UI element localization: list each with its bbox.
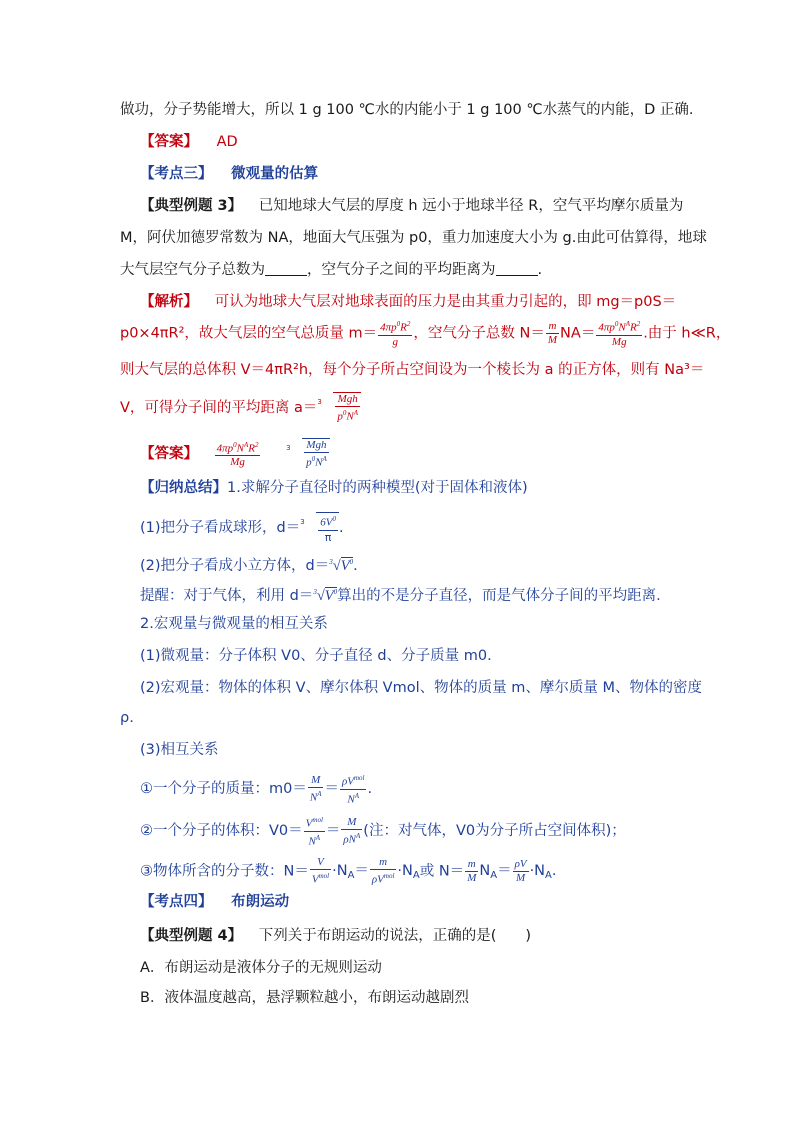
macro-text-a: (2)宏观量：物体的体积 V、摩尔体积 Vmol、物体的质量 m、摩尔质量 M、物体的密度 — [140, 680, 702, 696]
analysis3-line1 — [140, 292, 676, 312]
m-over-rho-na: $\frac{M}{\rho N^A}$ — [343, 815, 361, 846]
summary-rel2: ②一个分子的体积：V0＝ $\frac{V^{mol}}{N^A}$ ＝ $\frac{M}{\rho N^A}$ (注：对气体，V0为分子所占空间体积)； — [140, 815, 626, 848]
option-b — [140, 988, 469, 1008]
answer-1 — [140, 132, 238, 152]
rel3-or: 或 N＝ — [419, 863, 465, 880]
example3-line1 — [140, 196, 683, 216]
analysis-text-4: V，可得分子间的平均距离 a＝ — [120, 399, 318, 416]
intro-line — [120, 100, 694, 120]
analysis3-line3 — [120, 360, 704, 380]
analysis-text-2c: NA＝ — [560, 325, 596, 342]
molecule-count-fraction: $\frac{4\pi p^0N^AR^2}{Mg}$ — [598, 320, 641, 348]
answer-value: AD — [216, 134, 238, 150]
answer-label: 【答案】 — [140, 134, 198, 150]
kp4-label: 【考点四】 — [140, 894, 213, 910]
kp3-title: 微观量的估算 — [231, 166, 319, 182]
summary-macro-cont — [120, 708, 134, 728]
example3-text-1: 已知地球大气层的厚度 h 远小于地球半径 R，空气平均摩尔质量为 — [258, 198, 684, 214]
answer-blank-1 — [265, 261, 307, 276]
analysis-text-3: 则大气层的总体积 V＝4πR²h，每个分子所占空间设为一个棱长为 a 的正方体，则有 Na³＝ — [120, 362, 705, 378]
analysis-text-1: 可认为地球大气层对地球表面的压力是由其重力引起的，即 mg＝p0S＝ — [214, 294, 677, 310]
answer3-label: 【答案】 — [140, 445, 198, 462]
summary-sphere: (1)把分子看成球形，d＝ 3 $\frac{6V^0}{\pi}$ . — [140, 512, 344, 544]
analysis-label: 【解析】 — [140, 294, 198, 310]
summary-cube: (2)把分子看成小立方体，$d=^3√V^0$. — [140, 557, 358, 574]
rel1-text: ①一个分子的质量：m0＝ — [140, 781, 307, 798]
example3-text-3a: 大气层空气分子总数为 — [120, 262, 265, 278]
analysis3-line2 — [120, 318, 730, 349]
tip-text-a: 提醒：对于气体，利用 d＝ — [140, 587, 314, 604]
analysis-text-2d: .由于 h≪R， — [643, 325, 731, 342]
m-over-rho-vmol: $\frac{m}{\rho V^{mol}}$ — [371, 856, 395, 886]
rel2-note: (注：对气体，V0为分子所占空间体积)； — [363, 823, 626, 840]
analysis-text-2a: p0×4πR²，故大气层的空气总质量 m＝ — [120, 325, 378, 342]
cube-root-v0: $^3√V^0$ — [329, 557, 354, 574]
option-b-text: B．液体温度越高，悬浮颗粒越小，布朗运动越剧烈 — [140, 990, 469, 1006]
rho-v-over-M: $\frac{\rho V}{M}$ — [514, 857, 527, 884]
sphere-radical: 3 $\frac{6V^0}{\pi}$ — [300, 512, 339, 544]
example3-line3 — [120, 260, 542, 280]
tip-cube-root: $^3√V^0$ — [313, 587, 338, 604]
example3-label: 【典型例题 3】 — [140, 198, 243, 214]
answer-3 — [140, 438, 330, 470]
summary-text-1: 1.求解分子直径时的两种模型(对于固体和液体) — [227, 480, 528, 496]
summary-tip — [140, 582, 661, 606]
intro-text: 做功，分子势能增大，所以 1 g 100 ℃水的内能小于 1 g 100 ℃水蒸气的内能，D 正确. — [120, 102, 694, 118]
summary-line1 — [140, 478, 528, 498]
rel2-text: ②一个分子的体积：V0＝ — [140, 823, 303, 840]
summary-label: 【归纳总结】 — [140, 480, 227, 496]
kp4-header — [140, 892, 289, 912]
m-over-M-2: $\frac{m}{M}$ — [467, 857, 477, 884]
kp4-title: 布朗运动 — [231, 894, 290, 910]
cube-text: (2)把分子看成小立方体，d＝ — [140, 557, 330, 574]
m-over-M-fraction: $\frac{m}{M}$ — [547, 319, 558, 346]
distance-radical: 3 $\frac{\text{Mgh}}{p^0N^A}$ — [317, 392, 361, 424]
macro-text-b: ρ. — [120, 710, 134, 726]
answer3-count-fraction: $\frac{4\pi p^0N^AR^2}{Mg}$ — [216, 440, 259, 469]
m-over-na: $\frac{M}{N^A}$ — [309, 773, 322, 804]
option-a-text: A．布朗运动是液体分子的无规则运动 — [140, 960, 382, 976]
vmol-over-na: $\frac{V^{mol}}{N^A}$ — [305, 816, 323, 848]
answer3-distance-radical: 3 $\frac{\text{Mgh}}{p^0N^A}$ — [286, 438, 330, 470]
summary-macro-title — [140, 614, 328, 634]
rel-title: (3)相互关系 — [140, 742, 219, 758]
option-a — [140, 958, 382, 978]
summary-rel3: ③物体所含的分子数：N＝ $\frac{V}{V^{mol}}$ $\cdot N_A=$ $\frac{m}{\rho V^{mol}}$ $\cdot N_A$或 N＝ $\frac{m}{M}$ $N_A=$ $\frac{\rho V}{M}$ $\cdot N_A$. — [140, 856, 557, 886]
example3-text-3b: ，空气分子之间的平均距离为 — [307, 262, 496, 278]
example3-line2 — [120, 228, 707, 248]
micro-text: (1)微观量：分子体积 V0、分子直径 d、分子质量 m0. — [140, 648, 492, 664]
example4-label: 【典型例题 4】 — [140, 928, 243, 944]
summary-macro — [140, 678, 702, 698]
summary-rel-title — [140, 740, 219, 760]
example4-text: 下列关于布朗运动的说法，正确的是( ) — [258, 928, 532, 944]
v-over-vmol: $\frac{V}{V^{mol}}$ — [311, 856, 330, 886]
example4-stem — [140, 926, 531, 946]
analysis3-line4 — [120, 392, 361, 424]
sphere-text: (1)把分子看成球形，d＝ — [140, 519, 301, 536]
summary-micro — [140, 646, 492, 666]
kp3-header — [140, 164, 318, 184]
mass-fraction: $\frac{4\pi p^0R^2}{g}$ — [380, 320, 411, 348]
tip-text-b: 算出的不是分子直径，而是气体分子间的平均距离. — [337, 587, 661, 604]
analysis-text-2b: ，空气分子总数 N＝ — [413, 325, 545, 342]
summary-rel1: ①一个分子的质量：m0＝ $\frac{M}{N^A}$ ＝ $\frac{\rho V^{mol}}{N^A}$ . — [140, 773, 373, 806]
kp3-label: 【考点三】 — [140, 166, 213, 182]
rel3-text: ③物体所含的分子数：N＝ — [140, 863, 309, 880]
example3-text-2: M，阿伏加德罗常数为 NA，地面大气压强为 p0，重力加速度大小为 g.由此可估算得，地球 — [120, 230, 707, 246]
answer-blank-2 — [496, 261, 538, 276]
example3-text-3c: . — [537, 262, 543, 278]
rho-vmol-over-na: $\frac{\rho V^{mol}}{N^A}$ — [341, 774, 365, 806]
macro-title: 2.宏观量与微观量的相互关系 — [140, 616, 328, 632]
